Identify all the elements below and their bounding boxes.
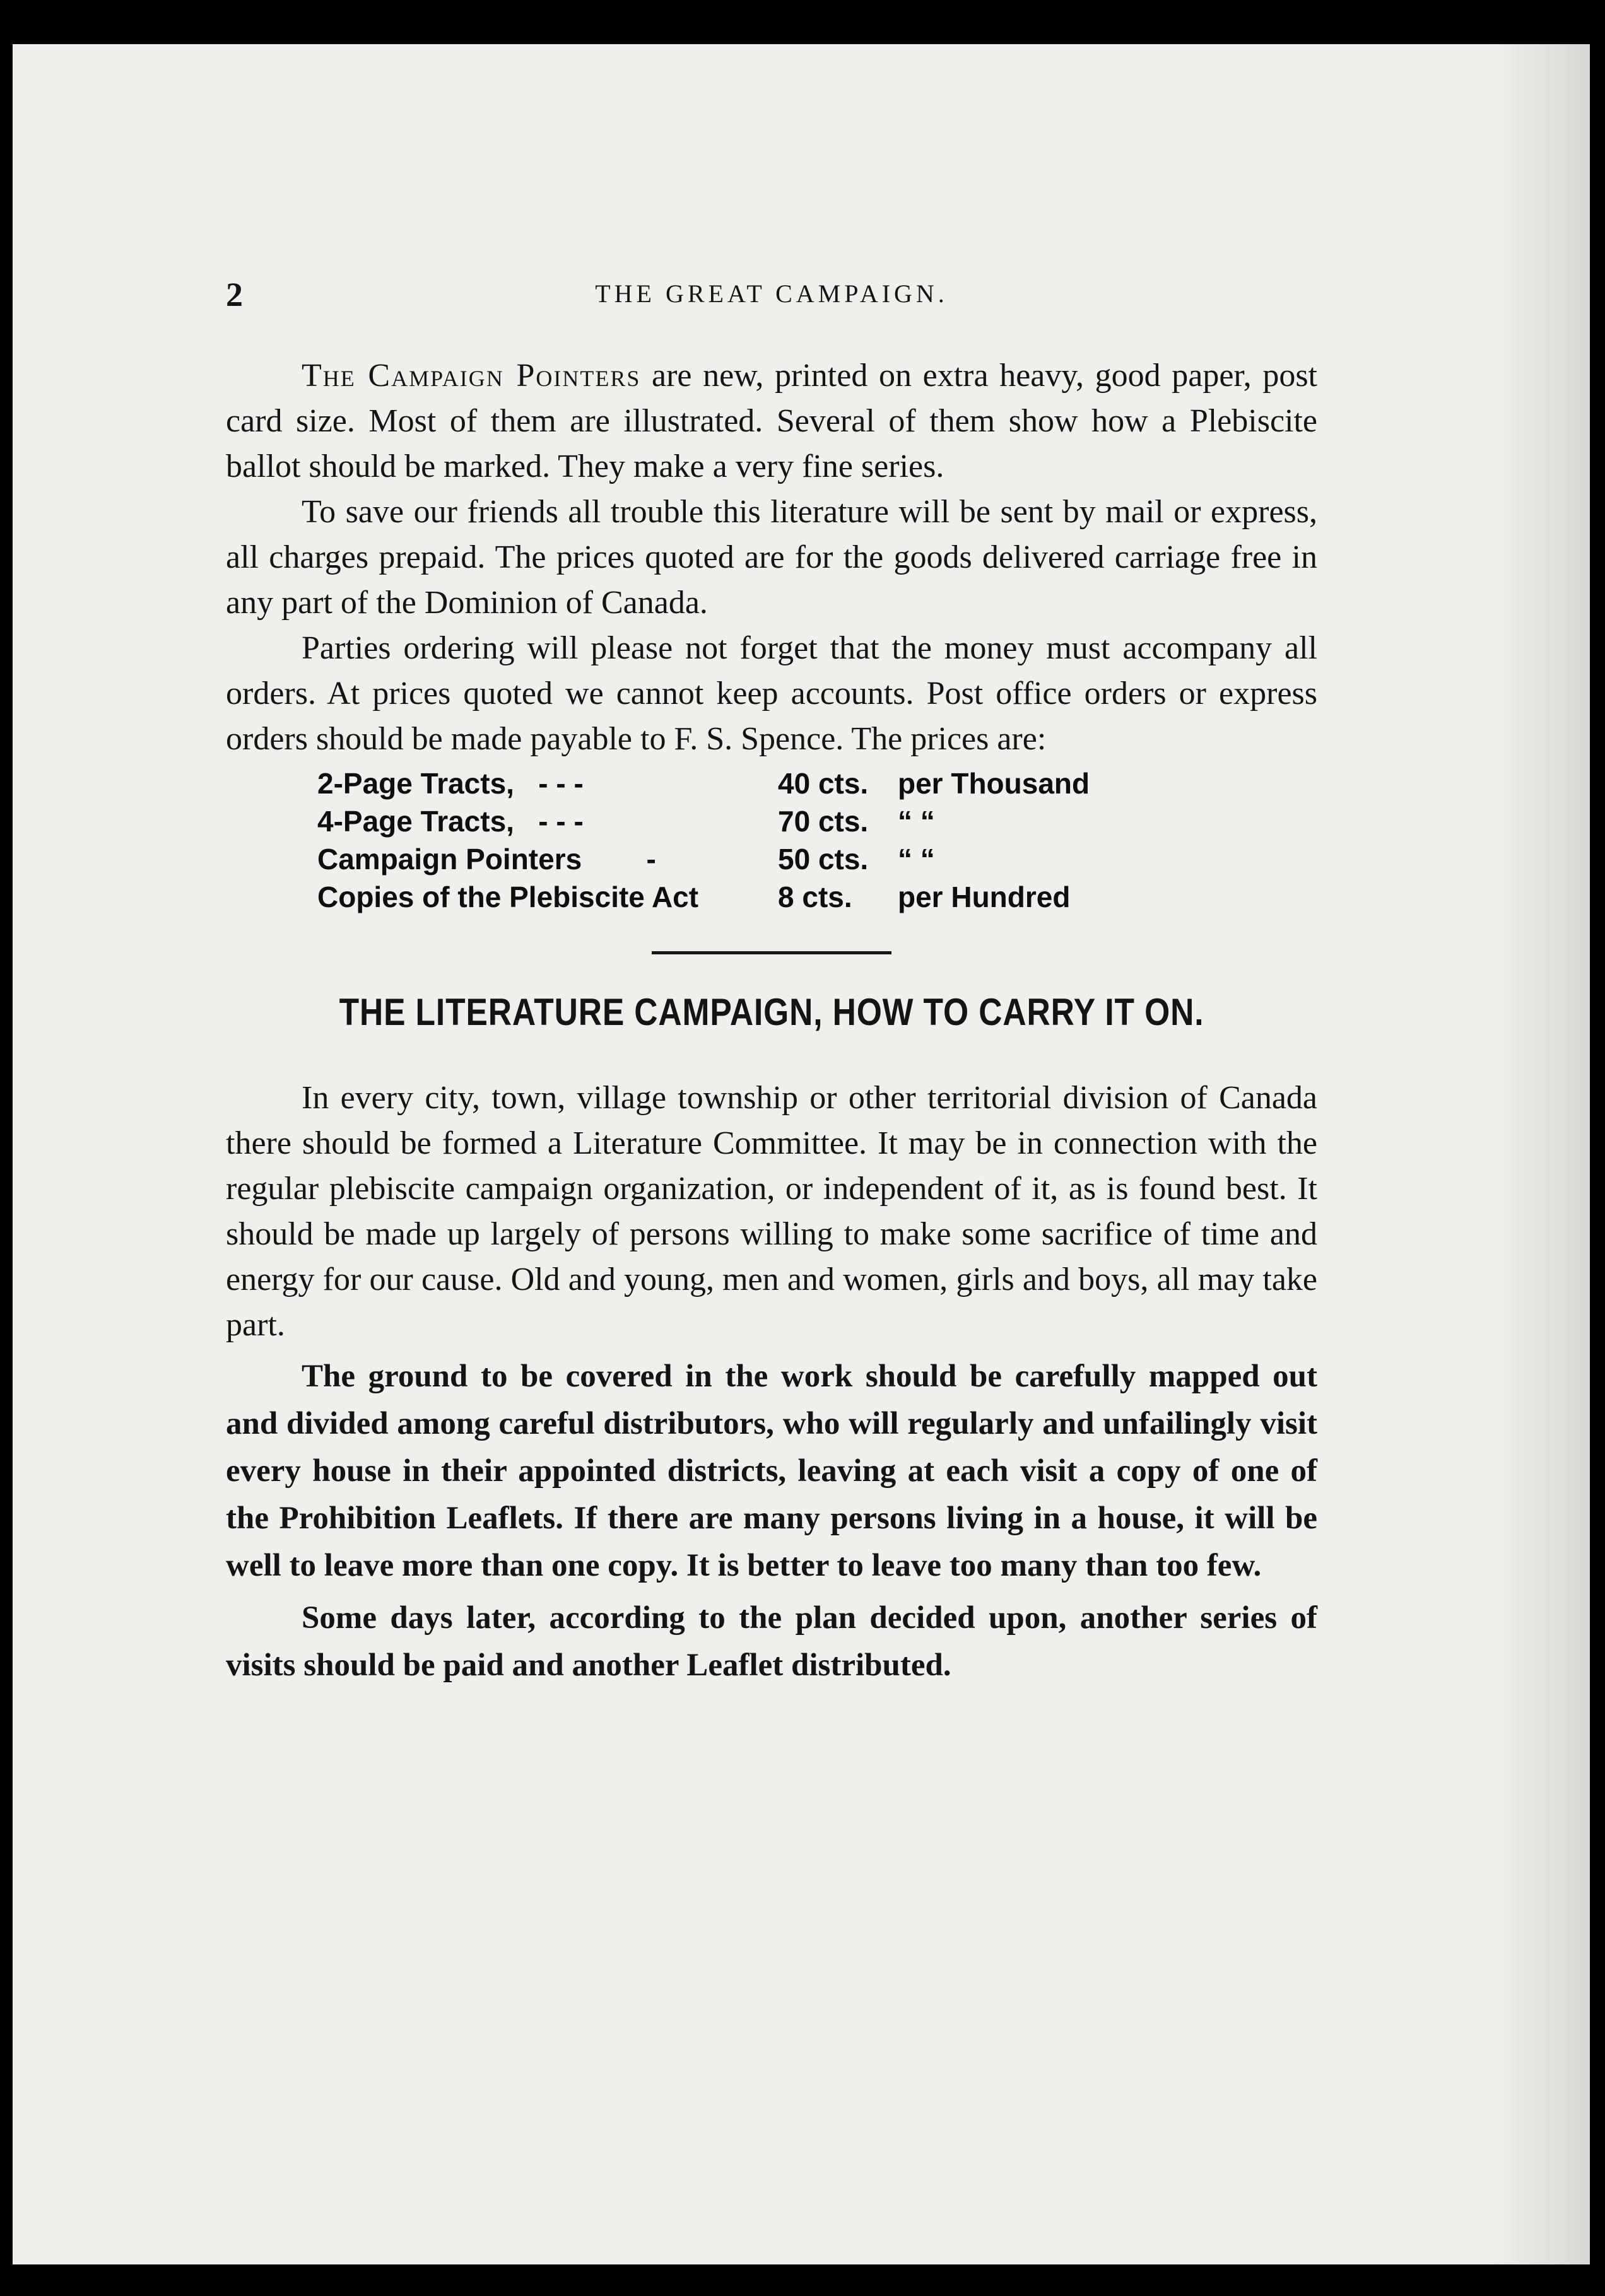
scan-border-top xyxy=(0,0,1605,44)
scan-border-right xyxy=(1590,0,1605,2296)
page-number: 2 xyxy=(226,276,243,313)
paragraph-campaign-pointers-text: are new, printed on extra heavy, good paper, post card size. Most of them are illustrated. Several of them show how a Plebiscite ballot should be marked. They make a very fine series. xyxy=(226,358,1317,484)
price-item: Campaign Pointers - xyxy=(317,843,656,876)
price-unit: per Thousand xyxy=(898,767,1090,800)
price-row xyxy=(317,764,1175,802)
price-list xyxy=(317,764,1175,916)
price-unit: per Hundred xyxy=(898,881,1071,913)
price-amount: 50 cts. xyxy=(778,843,869,876)
price-item: Copies of the Plebiscite Act xyxy=(317,881,699,913)
price-leader: - - - xyxy=(538,767,584,800)
paragraph-committee: In every city, town, village township or other territorial division of Canada there should be formed a Literature Committee. It may be in connection with the regular plebiscite campaign organization, or independent of it, as is found best. It should be made up largely of persons willing to make some sacrifice of time and energy for our cause. Old and young, men and women, girls and boys, all may take part. xyxy=(226,1080,1317,1343)
price-leader: - - - xyxy=(538,805,584,838)
price-row xyxy=(317,802,1175,840)
page-content xyxy=(226,265,1317,1689)
running-title: THE GREAT CAMPAIGN. xyxy=(595,279,948,308)
price-leader: - xyxy=(646,843,656,876)
paragraph-ordering: Parties ordering will please not forget that the money must accompany all orders. At prices quoted we cannot keep accounts. Post office orders or express orders should be made payable to F. S. Spence. The prices are: xyxy=(226,630,1317,757)
paragraph-distribution: The ground to be covered in the work should be carefully mapped out and divided among careful distributors, who will regularly and unfailingly visit every house in their appointed districts, leaving at each visit a copy of one of the Prohibition Leaflets. If there are many persons living in a house, it will be well to leave more than one copy. It is better to leave too many than too few. xyxy=(226,1359,1317,1583)
price-item: 2-Page Tracts, - - - xyxy=(317,767,584,800)
campaign-pointers-label: The Campaign Pointers xyxy=(302,358,641,394)
paragraph-followup: Some days later, according to the plan decided upon, another series of visits should be paid and another Leaflet distributed. xyxy=(226,1600,1317,1683)
scan-border-left xyxy=(0,0,13,2296)
paragraph-shipping: To save our friends all trouble this literature will be sent by mail or express, all charges prepaid. The prices quoted are for the goods delivered carriage free in any part of the Dominion of Canada. xyxy=(226,494,1317,621)
section-divider xyxy=(652,951,891,954)
price-unit-ditto: “ “ xyxy=(898,843,935,876)
price-amount: 8 cts. xyxy=(778,881,852,913)
paragraph-campaign-pointers xyxy=(226,353,1317,489)
price-row xyxy=(317,878,1175,916)
section-heading: THE LITERATURE CAMPAIGN, HOW TO CARRY IT ON. xyxy=(339,991,1204,1033)
page-shadow xyxy=(1489,44,1590,2264)
price-amount: 70 cts. xyxy=(778,805,869,838)
price-row xyxy=(317,840,1175,878)
price-unit-ditto: “ “ xyxy=(898,805,935,838)
running-header xyxy=(226,265,1317,315)
scan-border-bottom xyxy=(0,2264,1605,2296)
price-item: 4-Page Tracts, - - - xyxy=(317,805,584,838)
price-amount: 40 cts. xyxy=(778,767,869,800)
section-body xyxy=(226,1075,1317,1689)
